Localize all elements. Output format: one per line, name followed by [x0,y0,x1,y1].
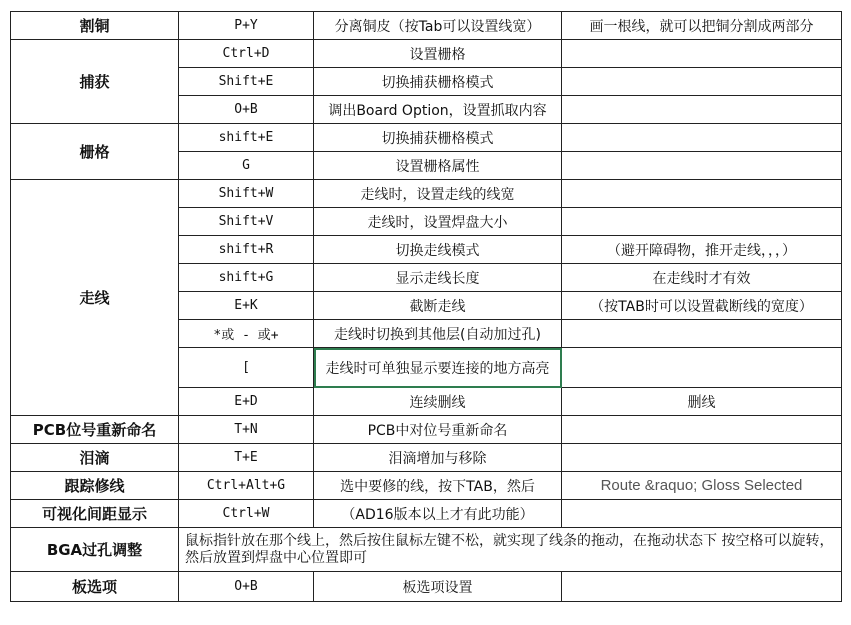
note-cell: （避开障碍物，推开走线，，，） [562,236,842,264]
description-cell: 显示走线长度 [314,264,562,292]
shortcut-cell: Shift+V [179,208,314,236]
description-cell: 走线时，设置焊盘大小 [314,208,562,236]
shortcut-cell: E+K [179,292,314,320]
shortcut-cell: Ctrl+D [179,40,314,68]
note-cell: （按TAB时可以设置截断线的宽度） [562,292,842,320]
shortcut-cell: T+E [179,444,314,472]
category-cell: 板选项 [11,572,179,602]
shortcut-cell: Shift+E [179,68,314,96]
note-cell [562,208,842,236]
table-row [11,444,842,472]
note-cell [562,124,842,152]
shortcut-cell: O+B [179,96,314,124]
shortcut-cell: G [179,152,314,180]
shortcut-cell: P+Y [179,12,314,40]
table-row [11,572,842,602]
note-cell: 画一根线，就可以把铜分割成两部分 [562,12,842,40]
selected-description-cell[interactable]: 走线时可单独显示要连接的地方高亮 [314,348,562,388]
shortcut-cell: Shift+W [179,180,314,208]
description-cell: 走线时，设置走线的线宽 [314,180,562,208]
description-cell: 切换走线模式 [314,236,562,264]
table-row [11,180,842,208]
table-row [11,416,842,444]
table-row [11,528,842,572]
table-row [11,124,842,152]
shortcut-cell: shift+R [179,236,314,264]
category-cell: 泪滴 [11,444,179,472]
note-cell [562,348,842,388]
description-cell: （AD16版本以上才有此功能） [314,500,562,528]
shortcut-table [10,11,842,602]
category-cell: 跟踪修线 [11,472,179,500]
description-cell: 连续删线 [314,388,562,416]
note-cell [562,180,842,208]
description-cell: 切换捕获栅格模式 [314,68,562,96]
note-cell [562,96,842,124]
description-cell: 分离铜皮（按Tab可以设置线宽） [314,12,562,40]
category-cell: PCB位号重新命名 [11,416,179,444]
note-cell [562,572,842,602]
note-cell [562,500,842,528]
description-cell: 设置栅格 [314,40,562,68]
shortcut-cell: shift+G [179,264,314,292]
description-cell: 泪滴增加与移除 [314,444,562,472]
description-cell: 鼠标指针放在那个线上，然后按住鼠标左键不松，就实现了线条的拖动，在拖动状态下 按空格可以旋转，然后放置到焊盘中心位置即可 [179,528,842,572]
shortcut-cell: E+D [179,388,314,416]
category-cell: BGA过孔调整 [11,528,179,572]
note-cell: 删线 [562,388,842,416]
category-cell: 捕获 [11,40,179,124]
description-cell: 走线时切换到其他层(自动加过孔) [314,320,562,348]
table-row [11,500,842,528]
category-cell: 走线 [11,180,179,416]
category-cell: 割铜 [11,12,179,40]
description-cell: PCB中对位号重新命名 [314,416,562,444]
note-cell [562,444,842,472]
shortcut-cell: *或 - 或+ [179,320,314,348]
note-cell: Route &raquo; Gloss Selected [562,472,842,500]
note-cell [562,416,842,444]
description-cell: 调出Board Option，设置抓取内容 [314,96,562,124]
shortcut-cell: O+B [179,572,314,602]
description-cell: 板选项设置 [314,572,562,602]
description-cell: 切换捕获栅格模式 [314,124,562,152]
category-cell: 栅格 [11,124,179,180]
shortcut-cell: Ctrl+W [179,500,314,528]
note-cell [562,152,842,180]
table-row [11,472,842,500]
table-row [11,40,842,68]
note-cell [562,68,842,96]
shortcut-cell: Ctrl+Alt+G [179,472,314,500]
note-cell: 在走线时才有效 [562,264,842,292]
shortcut-cell: [ [179,348,314,388]
description-cell: 设置栅格属性 [314,152,562,180]
note-cell [562,320,842,348]
shortcut-cell: T+N [179,416,314,444]
table-row [11,12,842,40]
category-cell: 可视化间距显示 [11,500,179,528]
description-cell: 截断走线 [314,292,562,320]
note-cell [562,40,842,68]
description-cell: 选中要修的线，按下TAB，然后 [314,472,562,500]
shortcut-cell: shift+E [179,124,314,152]
